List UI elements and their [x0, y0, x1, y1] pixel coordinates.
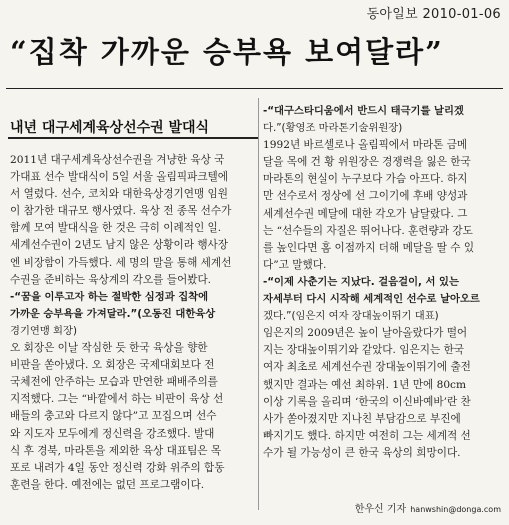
article-line: 서 열렸다. 선수, 코치와 대한육상경기연맹 임원 — [10, 188, 229, 201]
article-column-left — [10, 152, 254, 494]
column-divider — [258, 98, 259, 510]
article-line: 엔 비장함이 가득했다. 세 명의 말을 통해 세계선 — [10, 256, 232, 269]
article-line: 2011년 대구세계육상선수권을 겨냥한 육상 국 — [10, 154, 225, 166]
article-line: 국체전에 안주하는 모습과 만연한 패배주의를 — [10, 376, 218, 389]
article-line: 를 높인다면 홈 이점까지 더해 메달을 딸 수 있 — [263, 241, 475, 254]
article-line: -“대구스타디움에서 반드시 태극기를 날리겠 — [263, 105, 464, 117]
article-line: 가대표 선수 발대식이 5일 서울 올림픽파크텔에 — [10, 171, 229, 184]
article-line: 는 “선수들의 자질은 뛰어나다. 훈련량과 강도 — [263, 224, 473, 237]
headline: “집착 가까운 승부욕 보여달라” — [10, 35, 444, 69]
article-line: 마라톤의 현실이 누구보다 가슴 아프다. 하지 — [263, 173, 468, 186]
article-line: -“이제 사춘기는 지났다. 걸음걸이, 서 있는 — [263, 275, 459, 288]
headline-rule — [6, 88, 503, 89]
article-line: 경기연맹 회장) — [10, 324, 77, 337]
article-line: 지적했다. 그는 “바깥에서 하는 비판이 육상 선 — [10, 393, 224, 406]
article-line: 여자 최초로 세계선수권 장대높이뛰기에 출전 — [263, 361, 471, 374]
article-line: 지는 장대높이뛰기와 같았다. 임은지는 한국 — [263, 344, 465, 357]
article-line: 1992년 바르셀로나 올림픽에서 마라톤 금메 — [263, 139, 468, 152]
article-line: 겠다.”(임은지 여자 장대높이뛰기 대표) — [263, 310, 439, 323]
article-line: 비판을 쏟아냈다. 오 회장은 국제대회보다 전 — [10, 359, 215, 372]
article-line: 오 회장은 이날 작심한 듯 한국 육상을 향한 — [10, 342, 208, 355]
subheadline-rule — [8, 137, 258, 139]
article-line: 달을 목에 건 황 위원장은 경쟁력을 잃은 한국 — [263, 156, 471, 169]
article-line: 이상 기록을 올리며 ‘한국의 이신바예바’란 찬 — [263, 395, 471, 408]
masthead-date: 동아일보 2010-01-06 — [366, 7, 501, 22]
article-line: 세계선수권 메달에 대한 각오가 남달랐다. 그 — [263, 207, 468, 220]
article-line: 다”고 말했다. — [263, 258, 327, 271]
article-line: 식 후 경북, 마라톤을 제외한 육상 대표팀은 목 — [10, 444, 222, 457]
article-line: 만 선수로서 정상에 선 그이기에 후배 양성과 — [263, 190, 468, 203]
article-line: 배들의 충고와 다르지 않다”고 꼬집으며 선수 — [10, 410, 217, 423]
article-line: 빠지기도 했다. 하지만 여전히 그는 세계적 선 — [263, 429, 471, 442]
reporter-name: 한우신 기자 — [354, 504, 407, 515]
byline — [355, 500, 501, 515]
article-line: 세계선수권이 2년도 남지 않은 상황이라 행사장 — [10, 239, 229, 252]
article-line: 사가 쏟아졌지만 지나친 부담감으로 부진에 — [263, 412, 461, 425]
article-line: 수가 될 가능성이 큰 한국 육상의 희망이다. — [263, 446, 461, 459]
article-line: 임은지의 2009년은 높이 날아올랐다가 떨어 — [263, 327, 468, 340]
article-line: 포로 내려가 4일 동안 정신력 강화 위주의 합동 — [10, 461, 225, 474]
article-line: 함께 모여 발대식을 한 것은 극히 이례적인 일. — [10, 222, 222, 235]
article-line: 했지만 결과는 예선 최하위. 1년 만에 80cm — [263, 378, 467, 391]
article-line: 와 지도자 모두에게 정신력을 강조했다. 발대 — [10, 427, 215, 440]
article-line: 훈련을 한다. 예전에는 없던 프로그램이다. — [10, 478, 205, 491]
article-line: 이 참가한 대규모 행사였다. 육상 전 종목 선수가 — [10, 205, 232, 218]
reporter-email: hanwshin@donga.com — [410, 505, 501, 514]
article-line: -“꿈을 이루고자 하는 절박한 심정과 집착에 — [10, 290, 209, 303]
article-line: 다.”(황영조 마라톤기술위원장) — [263, 122, 403, 135]
article-line: 가까운 승부욕을 가져달라.”(오동진 대한육상 — [10, 307, 216, 320]
article-line: 수권을 준비하는 육상계의 각오를 들어봤다. — [10, 273, 212, 286]
subheadline: 내년 대구세계육상선수권 발대식 — [10, 120, 210, 136]
article-line: 자세부터 다시 시작해 세계적인 선수로 날아오르 — [263, 293, 480, 306]
article-column-right — [263, 103, 507, 462]
